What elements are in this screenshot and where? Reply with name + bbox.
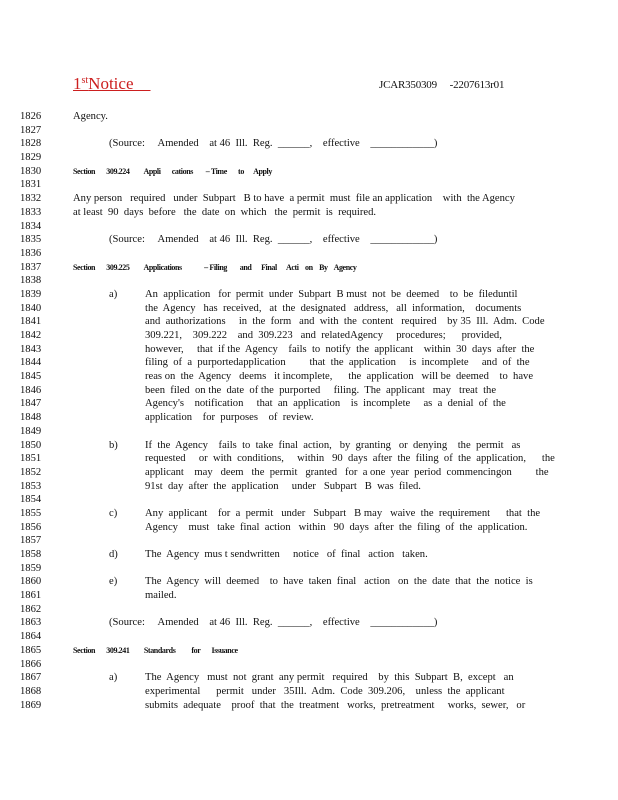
document-line <box>20 165 580 179</box>
line-number: 1832 <box>20 193 42 205</box>
line-number: 1846 <box>20 384 42 396</box>
document-line <box>20 315 580 329</box>
document-line <box>20 192 580 206</box>
line-number: 1843 <box>20 343 42 355</box>
document-line <box>20 220 580 234</box>
document-line <box>20 603 580 617</box>
document-line <box>20 493 580 507</box>
line-number: 1848 <box>20 412 42 424</box>
line-text: 91st day after the application under Subpart B was filed. <box>145 480 421 492</box>
line-number: 1831 <box>20 179 42 191</box>
line-text: 309.221, 309.222 and 309.223 and relatedAgency procedures; provided, <box>145 330 502 341</box>
line-number: 1856 <box>20 521 42 533</box>
document-line <box>20 589 580 603</box>
item-marker: e) <box>109 576 118 588</box>
document-line <box>20 521 580 535</box>
line-number: 1836 <box>20 247 42 259</box>
line-number: 1869 <box>20 699 42 711</box>
line-number: 1863 <box>20 617 42 629</box>
line-number: 1839 <box>20 288 42 300</box>
line-number: 1837 <box>20 261 42 273</box>
document-line <box>20 397 580 411</box>
line-number: 1868 <box>20 685 42 697</box>
document-line <box>20 206 580 220</box>
line-number: 1835 <box>20 234 42 246</box>
document-line <box>20 356 580 370</box>
line-number: 1851 <box>20 453 42 465</box>
document-line <box>20 137 580 151</box>
document-line <box>20 329 580 343</box>
line-number: 1867 <box>20 672 42 684</box>
line-number: 1840 <box>20 302 42 314</box>
document-line <box>20 261 580 275</box>
line-number: 1858 <box>20 549 42 560</box>
document-line <box>20 452 580 466</box>
line-number: 1853 <box>20 480 42 492</box>
line-number: 1844 <box>20 357 42 369</box>
document-line <box>20 630 580 644</box>
item-text: The Agency mus t sendwritten notice of final action taken. <box>145 549 428 560</box>
document-line <box>20 370 580 384</box>
document-line <box>20 658 580 672</box>
line-number: 1857 <box>20 535 42 547</box>
document-body <box>20 110 580 712</box>
line-number: 1841 <box>20 316 42 328</box>
document-line <box>20 233 580 247</box>
line-number: 1826 <box>20 111 42 122</box>
line-number: 1830 <box>20 165 42 177</box>
item-text: The Agency must not grant any permit required by this Subpart B, except an <box>145 672 514 684</box>
line-number: 1861 <box>20 590 42 602</box>
document-line <box>20 480 580 494</box>
section-heading: Section 309.224 Appli cations – Time to Apply <box>73 166 272 176</box>
document-line <box>20 616 580 630</box>
document-line <box>20 562 580 576</box>
document-line <box>20 439 580 453</box>
line-number: 1842 <box>20 330 42 341</box>
document-line <box>20 699 580 713</box>
line-text: at least 90 days before the date on which the permit is required. <box>73 206 377 218</box>
document-line <box>20 343 580 357</box>
source-note: (Source: Amended at 46 Ill. Reg. ______, effective ____________) <box>109 234 438 246</box>
source-note: (Source: Amended at 46 Ill. Reg. ______, effective ____________) <box>109 617 438 629</box>
line-text: mailed. <box>145 590 177 602</box>
item-marker: d) <box>109 549 118 560</box>
item-marker: a) <box>109 288 118 300</box>
document-line <box>20 507 580 521</box>
line-text: applicant may deem the permit granted for a one year period commencingon the <box>145 466 549 478</box>
line-text: submits adequate proof that the treatment works, pretreatment works, sewer, or <box>145 699 526 711</box>
document-line <box>20 247 580 261</box>
document-id: JCAR350309 -2207613r01 <box>379 79 505 91</box>
item-text: An application for permit under Subpart B must not be deemed to be fileduntil <box>145 288 518 300</box>
document-line <box>20 466 580 480</box>
document-line <box>20 124 580 138</box>
line-text: reas on the Agency deems it incomplete, the application will be deemed to have <box>145 371 534 383</box>
line-number: 1828 <box>20 138 42 150</box>
document-line <box>20 288 580 302</box>
line-number: 1850 <box>20 439 42 451</box>
line-text: Any person required under Subpart B to have a permit must file an application with the Agency <box>73 193 515 205</box>
line-number: 1864 <box>20 631 42 643</box>
line-number: 1866 <box>20 658 42 670</box>
section-heading: Section 309.225 Applications – Filing and Final Acti on By Agency <box>73 262 357 272</box>
item-text: If the Agency fails to take final action, by granting or denying the permit as <box>145 439 521 451</box>
document-line <box>20 151 580 165</box>
line-text: the Agency has received, at the designated address, all information, documents <box>145 302 522 314</box>
notice-label: 1stNotice <box>73 74 134 93</box>
document-line <box>20 425 580 439</box>
section-heading: Section 309.241 Standards for Issuance <box>73 645 238 656</box>
line-number: 1847 <box>20 398 42 410</box>
document-line <box>20 411 580 425</box>
item-marker: b) <box>109 439 118 451</box>
line-text: Agency must take final action within 90 days after the filing of the application. <box>145 521 528 533</box>
line-number: 1854 <box>20 494 42 506</box>
line-text: requested or with conditions, within 90 days after the filing of the application, the <box>145 453 555 465</box>
line-number: 1838 <box>20 275 42 287</box>
line-number: 1849 <box>20 425 42 437</box>
line-number: 1827 <box>20 124 42 136</box>
line-number: 1852 <box>20 466 42 478</box>
document-line <box>20 644 580 658</box>
document-line <box>20 548 580 562</box>
line-number: 1860 <box>20 576 42 588</box>
document-line <box>20 685 580 699</box>
source-note: (Source: Amended at 46 Ill. Reg. ______, effective ____________) <box>109 138 438 150</box>
document-line <box>20 274 580 288</box>
line-number: 1862 <box>20 603 42 615</box>
document-line <box>20 575 580 589</box>
document-line <box>20 178 580 192</box>
line-number: 1855 <box>20 507 42 519</box>
line-text: Agency's notification that an application is incomplete as a denial of the <box>145 398 506 410</box>
document-line <box>20 302 580 316</box>
item-marker: c) <box>109 507 118 519</box>
line-number: 1833 <box>20 206 42 218</box>
line-text: been filed on the date of the purported filing. The applicant may treat the <box>145 384 497 396</box>
line-text: Agency. <box>73 111 108 122</box>
line-number: 1834 <box>20 220 42 232</box>
line-number: 1865 <box>20 644 42 656</box>
line-text: and authorizations in the form and with the content required by 35 Ill. Adm. Code <box>145 316 545 328</box>
line-text: experimental permit under 35Ill. Adm. Code 309.206, unless the applicant <box>145 685 505 697</box>
document-line <box>20 110 580 124</box>
line-text: however, that if the Agency fails to notify the applicant within 30 days after the <box>145 343 535 355</box>
item-text: The Agency will deemed to have taken final action on the date that the notice is <box>145 576 533 588</box>
line-number: 1829 <box>20 152 42 164</box>
document-line <box>20 384 580 398</box>
item-marker: a) <box>109 672 118 684</box>
document-line <box>20 671 580 685</box>
line-text: application for purposes of review. <box>145 412 314 424</box>
page-header <box>73 74 543 96</box>
document-line <box>20 534 580 548</box>
line-number: 1859 <box>20 562 42 574</box>
item-text: Any applicant for a permit under Subpart B may waive the requirement that the <box>145 507 541 519</box>
line-text: filing of a purportedapplication that the application is incomplete and of the <box>145 357 530 369</box>
line-number: 1845 <box>20 371 42 383</box>
